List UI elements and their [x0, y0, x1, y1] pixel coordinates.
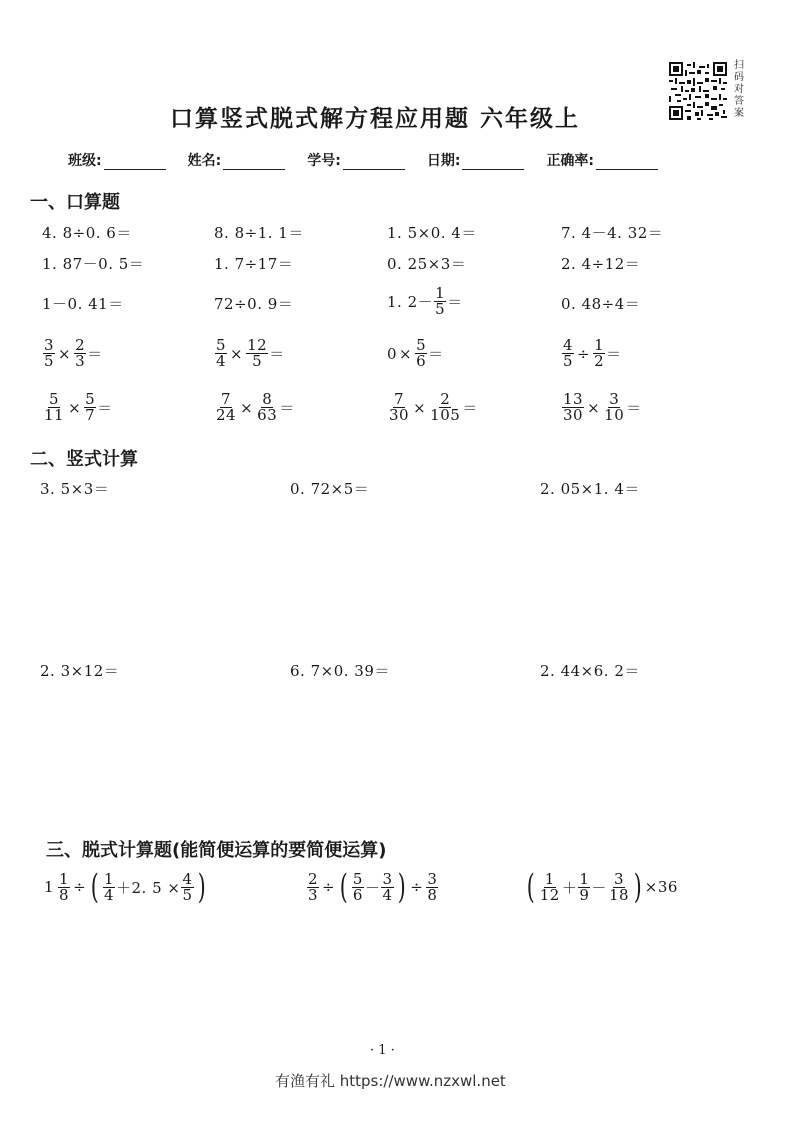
student-info-row [68, 150, 680, 170]
numerator: 4 [563, 336, 574, 354]
qr-label-char: 答 [734, 96, 744, 107]
fraction [608, 869, 630, 904]
equals: ＝ [626, 399, 642, 417]
minus: － [364, 878, 381, 897]
fraction [215, 338, 227, 369]
qr-label-char: 对 [734, 84, 744, 95]
section-heading-stepwise: 三、脱式计算题(能简便运算的要简便运算) [46, 840, 387, 861]
numerator: 5 [416, 336, 427, 354]
fraction [215, 392, 237, 423]
fraction [103, 869, 115, 904]
fraction [84, 392, 96, 423]
fraction [603, 392, 625, 423]
denominator: 3 [75, 352, 86, 370]
divide: ÷ [577, 344, 591, 363]
numerator: 5 [352, 869, 363, 888]
numerator: 1 [435, 284, 446, 302]
divide: ÷ [73, 878, 87, 896]
problem [561, 338, 622, 369]
denominator: 5 [252, 352, 263, 370]
numerator: 2 [440, 390, 451, 408]
denominator: 105 [430, 406, 461, 424]
numerator: 1 [103, 869, 114, 888]
problem [42, 338, 103, 369]
qr-label-char: 扫 [734, 60, 744, 71]
denominator: 9 [579, 885, 590, 904]
denominator: 8 [427, 885, 438, 904]
qr-label [733, 60, 745, 120]
denominator: 6 [416, 352, 427, 370]
accuracy-label: 正确率: [546, 153, 595, 169]
numerator: 8 [262, 390, 273, 408]
left-paren: ( [526, 867, 536, 907]
problem: 4. 8÷0. 6＝ [42, 224, 132, 242]
denominator: 18 [608, 885, 630, 904]
denominator: 5 [435, 300, 446, 318]
fraction [388, 392, 410, 423]
times: × [399, 344, 413, 363]
problem [387, 338, 444, 369]
times: × [68, 398, 82, 417]
numerator: 3 [427, 869, 438, 888]
accuracy-blank[interactable] [596, 155, 658, 170]
qr-label-char: 案 [734, 108, 744, 119]
fraction [246, 338, 268, 369]
numerator: 7 [221, 390, 232, 408]
fraction [74, 338, 86, 369]
section-heading-vertical: 二、竖式计算 [30, 449, 138, 470]
denominator: 6 [352, 885, 363, 904]
denominator: 30 [389, 406, 410, 424]
qr-label-char: 码 [734, 72, 744, 83]
problem [42, 392, 113, 423]
name-label: 姓名: [187, 153, 222, 169]
page-number: · 1 · [370, 1043, 395, 1058]
fraction [562, 392, 584, 423]
plus: ＋ [561, 878, 578, 897]
problem: 1. 7÷17＝ [214, 255, 294, 273]
equals: ＝ [269, 345, 285, 363]
problem: 2. 4÷12＝ [561, 255, 641, 273]
denominator: 12 [539, 885, 560, 904]
denominator: 7 [85, 406, 96, 424]
page-title: 口算竖式脱式解方程应用题 六年级上 [170, 105, 581, 132]
qr-code-icon [669, 62, 727, 120]
name-blank[interactable] [223, 155, 285, 170]
left-paren: ( [339, 867, 349, 907]
class-blank[interactable] [104, 155, 166, 170]
problem: 2. 44×6. 2＝ [540, 662, 640, 680]
equals: ＝ [87, 345, 103, 363]
numerator: 3 [44, 336, 55, 354]
problem: 8. 8÷1. 1＝ [214, 224, 304, 242]
student-id-field[interactable] [307, 150, 405, 170]
numerator: 2 [75, 336, 86, 354]
fraction [181, 869, 193, 904]
numerator: 2 [308, 869, 319, 888]
numerator: 12 [247, 336, 268, 354]
numerator: 5 [85, 390, 96, 408]
times: × [58, 344, 72, 363]
problem: 3. 5×3＝ [40, 480, 110, 498]
problem [306, 867, 439, 907]
problem [561, 392, 642, 423]
fraction [429, 392, 461, 423]
minus: － [591, 878, 607, 897]
denominator: 5 [182, 885, 193, 904]
denominator: 2 [594, 352, 605, 370]
fraction [415, 338, 427, 369]
numerator: 4 [182, 869, 193, 888]
problem: 2. 05×1. 4＝ [540, 480, 640, 498]
fraction [562, 338, 574, 369]
problem: 0. 25×3＝ [387, 255, 467, 273]
divide: ÷ [322, 878, 336, 896]
numerator: 1 [59, 869, 70, 888]
date-blank[interactable] [462, 155, 524, 170]
equals: ＝ [462, 399, 478, 417]
denominator: 3 [308, 885, 319, 904]
times: × [240, 398, 254, 417]
right-paren: ) [633, 867, 643, 907]
expr-text: ＋2. 5 × [115, 878, 181, 897]
right-paren: ) [397, 867, 406, 907]
numerator: 1 [594, 336, 605, 354]
numerator: 1 [544, 869, 555, 888]
numerator: 3 [613, 869, 624, 888]
denominator: 4 [103, 885, 114, 904]
fraction [426, 869, 438, 904]
divide: ÷ [410, 878, 424, 896]
fraction [539, 869, 561, 904]
student-id-label: 学号: [307, 153, 341, 169]
fraction [434, 286, 446, 317]
student-id-blank[interactable] [343, 155, 405, 170]
denominator: 10 [604, 406, 625, 424]
numerator: 1 [579, 869, 590, 888]
problem [524, 867, 678, 907]
equals: ＝ [447, 293, 463, 311]
problem: 7. 4－4. 32＝ [561, 224, 664, 242]
problem [214, 392, 295, 423]
whole-number: 1 [44, 878, 55, 896]
denominator: 11 [44, 406, 65, 424]
right-paren: ) [197, 867, 206, 907]
times: × [413, 398, 427, 417]
date-label: 日期: [426, 153, 461, 169]
problem [44, 867, 208, 907]
problem [387, 392, 478, 423]
problem: 72÷0. 9＝ [214, 295, 294, 313]
date-field[interactable] [427, 150, 525, 170]
denominator: 24 [216, 406, 237, 424]
problem [387, 286, 463, 317]
site-watermark: 有渔有礼 https://www.nzxwl.net [275, 1072, 506, 1090]
accuracy-field[interactable] [546, 150, 658, 170]
equals: ＝ [428, 345, 444, 363]
problem [214, 338, 285, 369]
name-field[interactable] [188, 150, 286, 170]
fraction [352, 869, 364, 904]
numerator: 3 [609, 390, 620, 408]
fraction [43, 392, 65, 423]
times: × [587, 398, 601, 417]
section-heading-oral: 一、口算题 [30, 192, 120, 213]
denominator: 63 [257, 406, 278, 424]
fraction [58, 869, 70, 904]
times: × [230, 344, 244, 363]
expr-text: 1. 2－ [387, 293, 434, 311]
whole-number: 0 [387, 344, 398, 363]
class-label: 班级: [68, 153, 102, 169]
fraction [43, 338, 55, 369]
fraction [593, 338, 605, 369]
denominator: 8 [59, 885, 70, 904]
problem: 6. 7×0. 39＝ [290, 662, 390, 680]
left-paren: ( [90, 867, 100, 907]
equals: ＝ [279, 399, 295, 417]
numerator: 13 [563, 390, 584, 408]
problem: 1. 87－0. 5＝ [42, 255, 145, 273]
numerator: 3 [382, 869, 393, 888]
problem: 2. 3×12＝ [40, 662, 120, 680]
equals: ＝ [606, 345, 622, 363]
denominator: 4 [216, 352, 227, 370]
expr-text: ×36 [644, 878, 678, 896]
denominator: 5 [563, 352, 574, 370]
problem: 0. 48÷4＝ [561, 295, 641, 313]
fraction [256, 392, 278, 423]
problem: 0. 72×5＝ [290, 480, 370, 498]
denominator: 30 [563, 406, 584, 424]
equals: ＝ [97, 399, 113, 417]
denominator: 5 [44, 352, 55, 370]
numerator: 5 [216, 336, 227, 354]
numerator: 7 [394, 390, 405, 408]
class-field[interactable] [68, 150, 166, 170]
problem: 1. 5×0. 4＝ [387, 224, 477, 242]
problem: 1－0. 41＝ [42, 295, 124, 313]
denominator: 4 [382, 885, 393, 904]
fraction [307, 869, 319, 904]
numerator: 5 [49, 390, 60, 408]
fraction [381, 869, 393, 904]
fraction [578, 869, 590, 904]
